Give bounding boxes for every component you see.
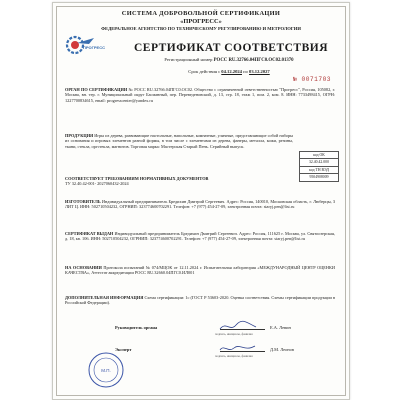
okpd-label: код ОК: [300, 152, 338, 159]
validity-from: 04.12.2024: [221, 69, 242, 74]
issued-section: [65, 231, 335, 242]
additional-label: ДОПОЛНИТЕЛЬНАЯ ИНФОРМАЦИЯ: [65, 295, 144, 300]
expert-name: Д.М. Леонов: [270, 347, 294, 352]
head-signature-mark: [218, 320, 258, 332]
manufacturer-label: ИЗГОТОВИТЕЛЬ: [65, 199, 101, 204]
head-caption: подпись, инициалы, фамилия: [215, 332, 253, 336]
additional-section: [65, 295, 335, 306]
requirements-section: [65, 176, 335, 187]
organ-section: [65, 87, 335, 103]
system-title: СИСТЕМА ДОБРОВОЛЬНОЙ СЕРТИФИКАЦИИ: [121, 10, 281, 17]
expert-caption: подпись, инициалы, фамилия: [215, 354, 253, 358]
progress-logo-icon: [64, 34, 105, 58]
registration-number: РОСС RU.32766.04ПГС0.ОС02.01370: [213, 58, 294, 63]
system-name: «ПРОГРЕСС»: [180, 18, 222, 25]
serial-number: № 0071703: [293, 76, 331, 83]
manufacturer-section: [65, 199, 335, 210]
seal-label: М.П.: [101, 368, 111, 373]
validity-to: 03.12.2027: [249, 69, 270, 74]
logo-text: ПРОГРЕСС: [83, 45, 105, 50]
organ-label: ОРГАН ПО СЕРТИФИКАЦИИ: [65, 87, 128, 92]
basis-label: НА ОСНОВАНИИ: [65, 265, 102, 270]
tnved-label: код ТН ВЭД: [300, 167, 338, 174]
agency-name: ФЕДЕРАЛЬНОЕ АГЕНТСТВО ПО ТЕХНИЧЕСКОМУ РЕГУЛИРОВАНИЮ И МЕТРОЛОГИИ: [101, 26, 301, 31]
registration-line: [113, 57, 345, 63]
validity-from-label: Срок действия с: [188, 69, 221, 74]
requirements-text: ТУ 32.40.42-001- 2027060432-2024: [65, 181, 129, 187]
additional-text: Схема сертификации: 1с (ГОСТ Р 53603-2020. Оценка соответствия. Схемы сертификации продукции в Российской Федерации).: [65, 295, 335, 306]
basis-section: [65, 265, 335, 276]
issued-label: СЕРТИФИКАТ ВЫДАН: [65, 231, 114, 236]
okpd-code: 32.40.42.000: [300, 159, 338, 166]
issued-text: Индивидуальный предприниматель Бредихин Дмитрий Сергеевич. Адрес: Россия, 111625 г. Москва, ул. Святоозерская, д. 18, кв. 106. ИНН: 502710504232, ОГРНИП: 323774600702291. Телефон: +7 (977) 454-27-09, электронная почта: staryj.pen@list.ru: [65, 231, 335, 242]
validity-to-label: по: [243, 69, 248, 74]
head-name: Е.А. Левин: [270, 325, 291, 330]
requirements-label: СООТВЕТСТВУЕТ ТРЕБОВАНИЯМ НОРМАТИВНЫХ ДОКУМЕНТОВ: [65, 176, 209, 181]
organ-text: № РОСС RU.32766.04ПГС0.ОС02. Общество с ограниченной ответственностью "Прогресс", Россия, 105082, г. Москва, вн. тер. г. Муниципальный округ Басманный, пер. Переведеновский, д. 13, стр. 18, этаж 1, пом. 2, ком. 8. ИНН: 7733498415, ОГРН: 1227700834615, email: progresscenter@yandex.ru: [65, 87, 335, 103]
basis-text: Протокола испытаний № 074/МЦОК от 12.11.2024 г. Испытательная лаборатория «МЕЖДУНАРОДНЫЙ ЦЕНТР ОЦЕНКИ КАЧЕСТВА», Аттестат аккредитации РОСС RU.32660.04ПГС0.ИЛ001: [65, 265, 336, 276]
product-text: Игры из дерева, развивающие настольные, напольные, комнатные, уличные, представляющие собой наборы из основания и игровых элементов разной формы, в том числе с элементами из дерева, фанеры, металла, кожи, резины, ткани, стекла, оргстекла, магнитов. Торговая марка: Мастерская Старый Пень. Серийный выпуск.: [65, 133, 294, 149]
official-seal-icon: [87, 351, 125, 389]
certificate-title: СЕРТИФИКАТ СООТВЕТСТВИЯ: [133, 42, 329, 54]
registration-label: Регистрационный номер: [164, 57, 213, 62]
tnved-code: 9504908009: [309, 175, 329, 180]
product-label: ПРОДУКЦИЯ: [65, 133, 94, 138]
product-section: [65, 133, 293, 149]
certificate-sheet: [52, 2, 350, 400]
manufacturer-text: Индивидуальный предприниматель Бредихин Дмитрий Сергеевич. Адрес: Россия, 140010, Московская область, г. Люберцы, 3 ЛИТ Ц. ИНН: 502710504232, ОГРНИП: 323774600702291. Телефон: +7 (977) 454-27-09, электронная почта: staryj.pen@list.ru: [65, 199, 335, 210]
expert-signature-mark: [218, 342, 258, 354]
head-role: Руководитель органа: [115, 325, 158, 330]
expert-role: Эксперт: [115, 347, 132, 352]
validity-line: [113, 69, 345, 74]
